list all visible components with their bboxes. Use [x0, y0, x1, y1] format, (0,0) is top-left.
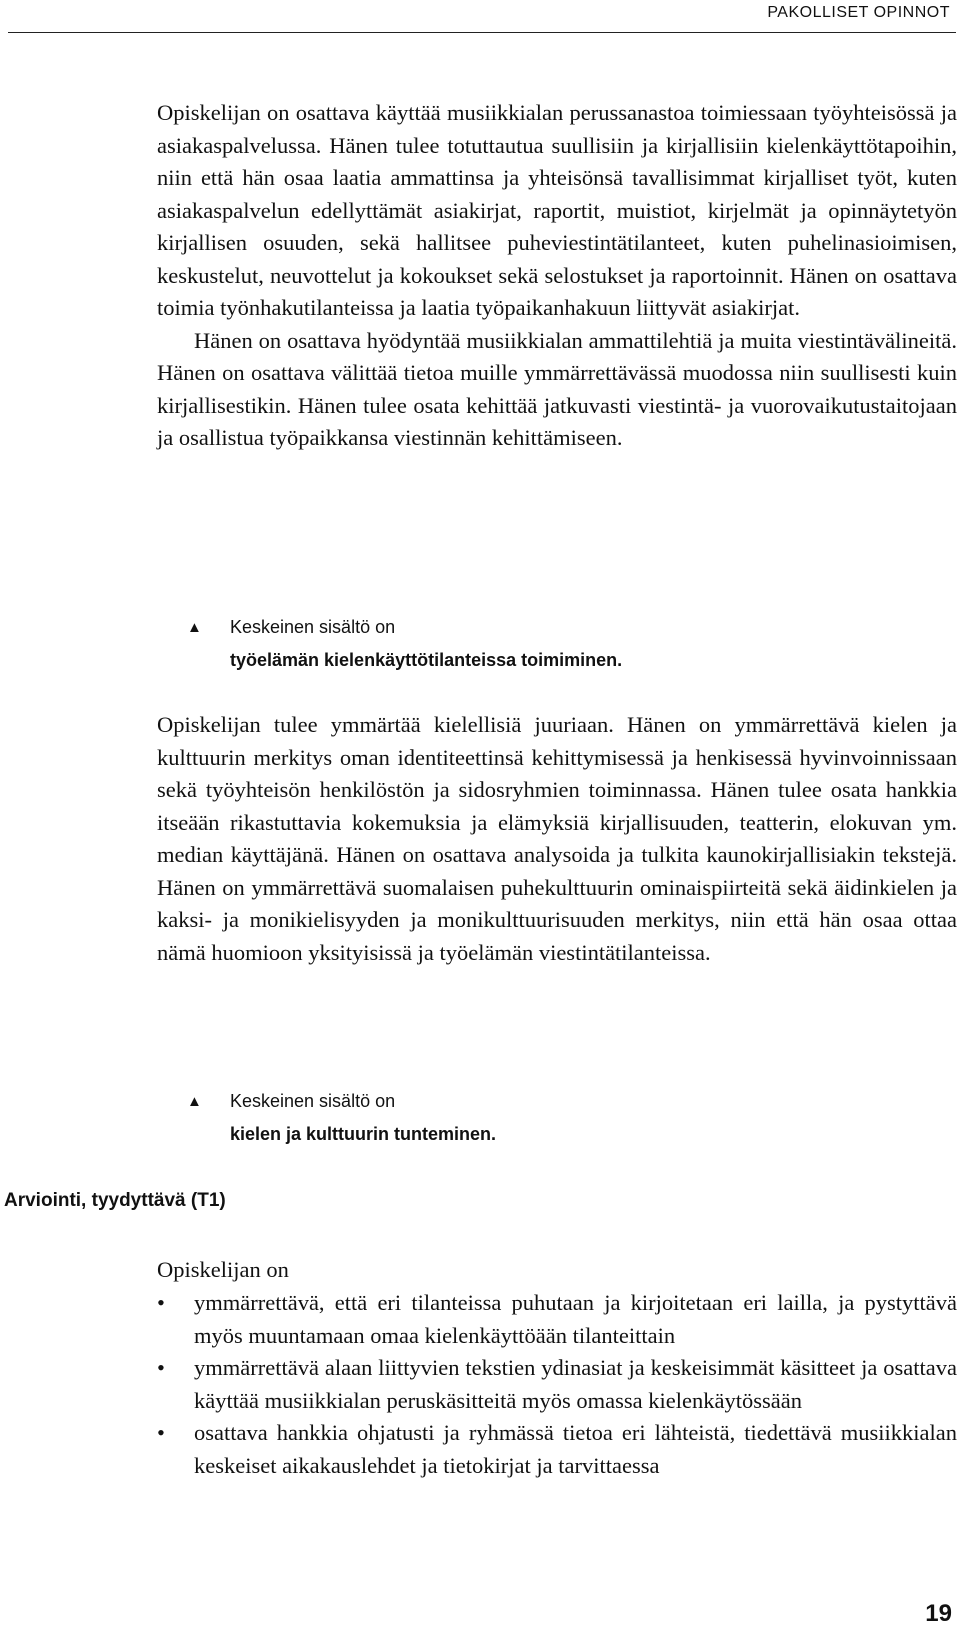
triangle-icon: ▲ [187, 1093, 202, 1110]
key-content-label: Keskeinen sisältö on [230, 1091, 396, 1111]
bullet-icon: • [157, 1355, 165, 1380]
bullet-icon: • [157, 1290, 165, 1315]
list-item [157, 1352, 957, 1417]
assessment-heading: Arviointi, tyydyttävä (T1) [4, 1190, 226, 1211]
list-item [157, 1417, 957, 1482]
triangle-icon: ▲ [187, 619, 202, 636]
section1-paragraph2: Hänen on osattava hyödyntää musiikkialan ammattilehtiä ja muita viestintävälineitä. Hänen on osattava välittää tietoa muille ymmärrettävässä muodossa niin suullisesti kuin kirjallisestikin. Hänen tulee osata kehittää jatkuvasti viestintä- ja vuorovaikutustaitojaan ja osallistua työpaikkansa viestinnän kehittämiseen. [157, 327, 957, 450]
key-content-2 [187, 1085, 496, 1151]
section2-paragraph: Opiskelijan tulee ymmärtää kielellisiä juuriaan. Hänen on ymmärrettävä kielen ja kulttuurin merkitys oman identiteettinsä kehittymisessä ja henkisessä hyvinvoinnissaan sekä työyhteisön henkilöstön ja sidosryhmien toiminnassa. Hänen tulee osata hankkia itseään rikastuttavia kokemuksia ja elämyksiä kirjallisuuden, teatterin, elokuvan ym. median käyttäjänä. Hänen on osattava analysoida ja tulkita kaunokirjallisiakin tekstejä. Hänen on ymmärrettävä suomalaisen puhekulttuurin ominaispiirteitä sekä äidinkielen ja kaksi- ja monikielisyyden ja monikulttuurisuuden merkitys, niin että hän osaa ottaa nämä huomioon yksityisissä ja työelämän viestintätilanteissa. [157, 712, 957, 965]
list-item-text: ymmärrettävä alaan liittyvien tekstien ydinasiat ja keskeisimmät käsitteet ja osattava käyttää musiikkialan peruskäsitteitä myös omassa kielenkäytössään [194, 1355, 957, 1413]
section1-text [157, 97, 957, 455]
section2-text [157, 709, 957, 969]
header-divider [8, 32, 956, 33]
section1-paragraph1: Opiskelijan on osattava käyttää musiikkialan perussanastoa toimiessaan työyhteisössä ja asiakaspalvelussa. Hänen tulee totuttautua suullisiin ja kirjallisiin kielenkäyttötapoihin, niin että hän osaa laatia ammattinsa ja yhteisönsä tavallisimmat kirjalliset työt, kuten asiakaspalvelun edellyttämät asiakirjat, raportit, muistiot, kirjelmät ja opinnäytetyön kirjallisen osuuden, sekä hallitsee puheviestintätilanteet, kuten puhelinasioimisen, keskustelut, neuvottelut ja kokoukset sekä selostukset ja raportoinnit. Hänen on osattava toimia työnhakutilanteissa ja laatia työpaikanhakuun liittyvät asiakirjat. [157, 100, 957, 320]
key-content-text: työelämän kielenkäyttötilanteissa toimiminen. [230, 650, 623, 670]
page-number: 19 [925, 1600, 952, 1627]
running-header: PAKOLLISET OPINNOT [767, 4, 950, 21]
list-item [157, 1287, 957, 1352]
list-item-text: ymmärrettävä, että eri tilanteissa puhutaan ja kirjoitetaan eri lailla, ja pystyttävä myös muuntamaan omaa kielenkäyttöään tilanteittain [194, 1290, 957, 1348]
key-content-label: Keskeinen sisältö on [230, 617, 396, 637]
key-content-1 [187, 611, 622, 677]
bullet-icon: • [157, 1420, 165, 1445]
assessment-list [157, 1287, 957, 1482]
assessment-intro: Opiskelijan on [157, 1257, 289, 1282]
key-content-text: kielen ja kulttuurin tunteminen. [230, 1124, 497, 1144]
list-item-text: osattava hankkia ohjatusti ja ryhmässä tietoa eri lähteistä, tiedettävä musiikkialan keskeiset aikakauslehdet ja tietokirjat ja tarvittaessa [194, 1420, 957, 1478]
